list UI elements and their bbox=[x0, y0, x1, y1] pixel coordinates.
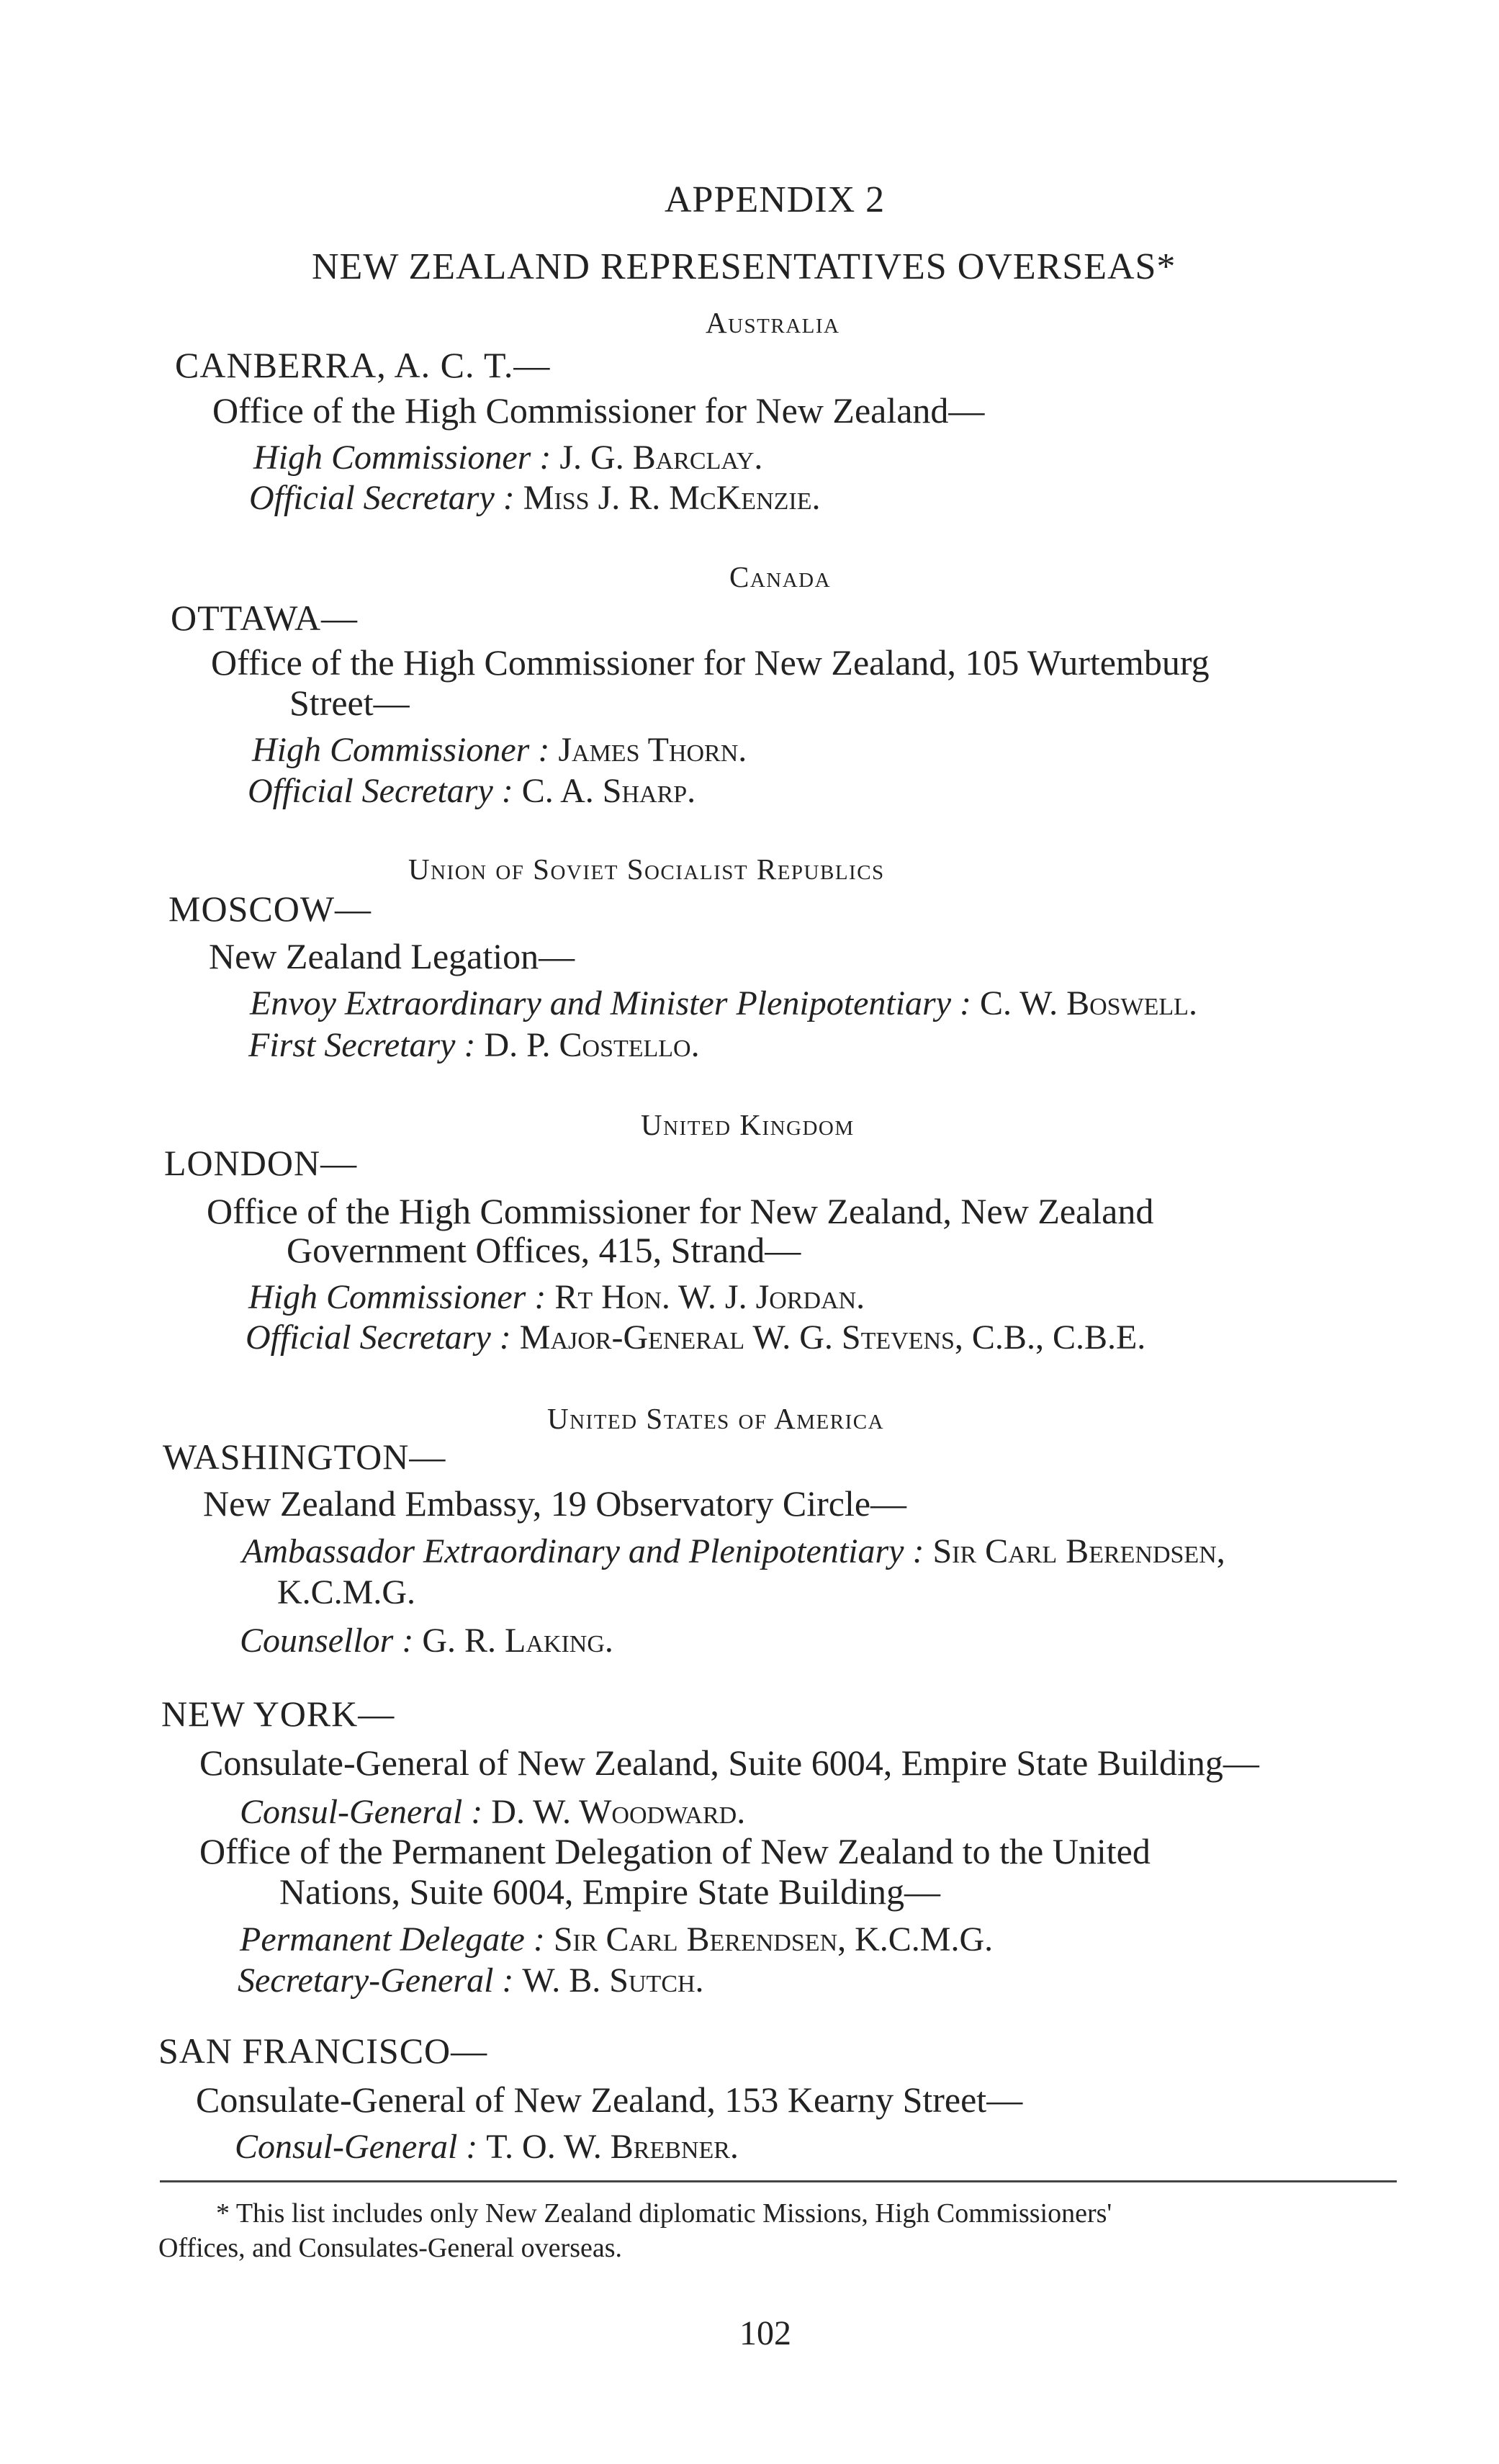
role-line bbox=[248, 1028, 700, 1063]
city-canberra: CANBERRA, A. C. T.— bbox=[175, 345, 551, 385]
role-label: Ambassador Extraordinary and Plenipotentiary : bbox=[242, 1532, 924, 1570]
role-label: Consul-General : bbox=[240, 1793, 483, 1831]
office-line: New Zealand Embassy, 19 Observatory Circle— bbox=[203, 1483, 907, 1524]
role-line bbox=[238, 1961, 704, 2000]
office-line-continued: Street— bbox=[289, 683, 410, 723]
city-washington: WASHINGTON— bbox=[163, 1436, 446, 1477]
office-line: Office of the High Commissioner for New Zealand, 105 Wurtemburg bbox=[211, 642, 1210, 683]
footnote-line-continued: Offices, and Consulates-General overseas. bbox=[158, 2233, 623, 2263]
role-person: J. G. Barclay. bbox=[559, 439, 763, 477]
office-line: Consulate-General of New Zealand, 153 Kearny Street— bbox=[196, 2079, 1023, 2120]
role-person: D. P. Costello. bbox=[484, 1026, 700, 1064]
city-new-york: NEW YORK— bbox=[161, 1694, 395, 1734]
role-person: Sir Carl Berendsen, K.C.M.G. bbox=[553, 1920, 994, 1959]
office-line: Office of the High Commissioner for New Zealand— bbox=[212, 390, 985, 431]
city-san-francisco: SAN FRANCISCO— bbox=[158, 2031, 488, 2071]
role-label: High Commissioner : bbox=[252, 731, 550, 769]
role-person: C. W. Boswell. bbox=[980, 984, 1197, 1022]
role-label: Secretary-General : bbox=[238, 1961, 514, 2000]
role-label: High Commissioner : bbox=[253, 439, 552, 477]
role-line bbox=[253, 441, 762, 475]
section-title: NEW ZEALAND REPRESENTATIVES OVERSEAS* bbox=[312, 246, 1176, 287]
role-person: Sir Carl Berendsen, bbox=[932, 1532, 1225, 1570]
role-person: W. B. Sutch. bbox=[522, 1961, 704, 2000]
role-label: Consul-General : bbox=[235, 2128, 478, 2166]
role-line bbox=[240, 1624, 613, 1658]
role-line bbox=[242, 1534, 1225, 1569]
role-person: D. W. Woodward. bbox=[491, 1793, 746, 1831]
role-line bbox=[248, 774, 696, 809]
role-person: Miss J. R. McKenzie. bbox=[523, 479, 821, 517]
footnote-rule bbox=[160, 2180, 1397, 2182]
role-line bbox=[240, 1795, 745, 1830]
role-line bbox=[246, 1318, 1146, 1357]
country-heading-usa: United States of America bbox=[547, 1402, 885, 1435]
role-person: T. O. W. Brebner. bbox=[486, 2128, 739, 2166]
city-london: LONDON— bbox=[164, 1143, 358, 1183]
role-label: Official Secretary : bbox=[249, 479, 515, 517]
office-line-continued: Government Offices, 415, Strand— bbox=[287, 1230, 801, 1270]
office-line-continued: Nations, Suite 6004, Empire State Building— bbox=[279, 1871, 940, 1912]
role-continued: K.C.M.G. bbox=[277, 1573, 416, 1611]
role-line bbox=[249, 481, 820, 516]
city-ottawa: OTTAWA— bbox=[171, 598, 359, 638]
page-number: 102 bbox=[739, 2314, 791, 2352]
role-person: G. R. Laking. bbox=[422, 1622, 613, 1660]
footnote-line: * This list includes only New Zealand diplomatic Missions, High Commissioners' bbox=[216, 2198, 1112, 2229]
role-person: Rt Hon. W. J. Jordan. bbox=[554, 1278, 865, 1316]
role-label: Counsellor : bbox=[240, 1622, 414, 1660]
city-moscow: MOSCOW— bbox=[168, 889, 372, 929]
role-label: Official Secretary : bbox=[246, 1318, 511, 1357]
country-heading-ussr: Union of Soviet Socialist Republics bbox=[408, 853, 885, 886]
role-label: Permanent Delegate : bbox=[240, 1920, 545, 1959]
office-line: Consulate-General of New Zealand, Suite 6004, Empire State Building— bbox=[199, 1743, 1259, 1783]
office-line: Office of the Permanent Delegation of New Zealand to the United bbox=[199, 1831, 1151, 1871]
role-label: Envoy Extraordinary and Minister Plenipotentiary : bbox=[250, 984, 972, 1022]
role-line bbox=[250, 986, 1197, 1021]
country-heading-canada: Canada bbox=[729, 560, 832, 593]
role-person: Major-General W. G. Stevens, C.B., C.B.E. bbox=[519, 1318, 1146, 1357]
office-line: New Zealand Legation— bbox=[209, 936, 575, 976]
role-line bbox=[235, 2130, 739, 2164]
role-label: First Secretary : bbox=[248, 1026, 476, 1064]
role-label: High Commissioner : bbox=[248, 1278, 546, 1316]
role-line bbox=[252, 733, 747, 768]
role-label: Official Secretary : bbox=[248, 772, 513, 810]
role-person: James Thorn. bbox=[558, 731, 747, 769]
country-heading-united-kingdom: United Kingdom bbox=[641, 1108, 855, 1141]
appendix-title: APPENDIX 2 bbox=[665, 179, 886, 220]
role-line bbox=[248, 1280, 865, 1315]
role-line bbox=[240, 1920, 994, 1959]
role-person: C. A. Sharp. bbox=[521, 772, 696, 810]
office-line: Office of the High Commissioner for New Zealand, New Zealand bbox=[207, 1191, 1154, 1231]
country-heading-australia: Australia bbox=[706, 306, 840, 339]
